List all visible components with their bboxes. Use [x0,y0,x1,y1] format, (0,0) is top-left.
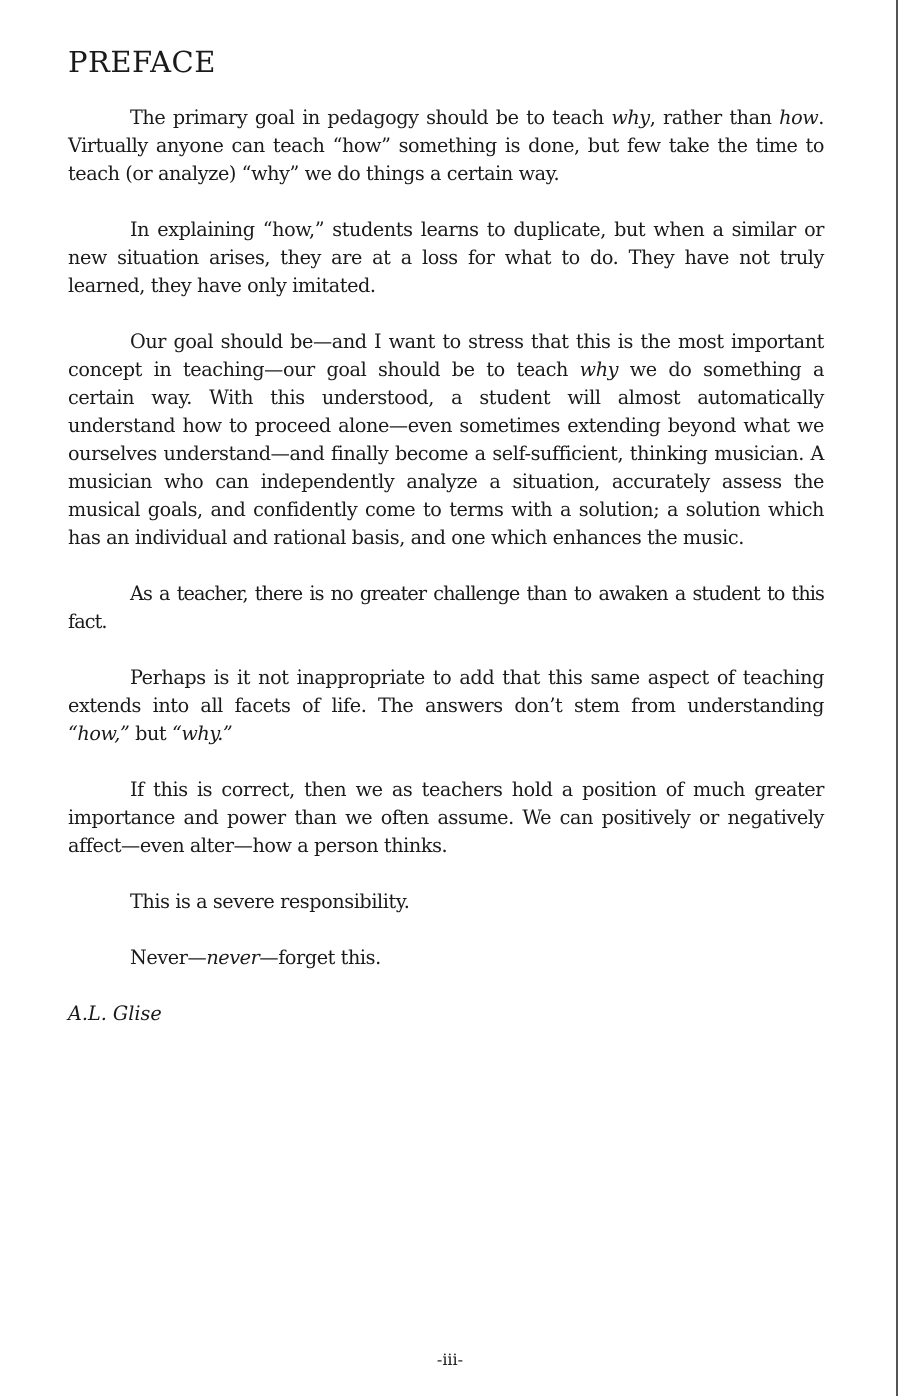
italic-text: how [779,106,819,129]
body-paragraph [68,664,824,748]
paragraph-text: , rather than [649,106,780,129]
paragraph-text: —forget this. [259,946,381,969]
author-signature: A.L. Glise [68,1002,162,1025]
paragraph-text: This is a severe responsibility. [130,890,410,913]
italic-text: why [611,106,650,129]
italic-text: why [579,358,619,381]
page-number: -iii- [436,1350,464,1369]
preface-body [68,104,824,1028]
page-edge-rule [896,0,898,1396]
page-title: PREFACE [68,45,216,79]
body-paragraph [68,776,824,860]
paragraph-text: Our goal should be—and I want to stress that this is the most important concept in teaching—our goal should be to teach [68,330,824,381]
body-paragraph [68,944,824,972]
paragraph-text: . Virtually anyone can teach “how” something is done, but few take the time to teach (or analyze) “why” we do things a certain way. [68,106,824,185]
paragraph-text: If this is correct, then we as teachers hold a position of much greater importance and power than we often assume. We can positively or negatively affect—even alter—how a person thinks. [68,778,824,857]
body-paragraph [68,216,824,300]
paragraph-text: As a teacher, there is no greater challenge than to awaken a student to this fact. [68,582,824,633]
body-paragraph [68,888,824,916]
body-paragraph [68,580,824,636]
body-paragraph [68,328,824,552]
paragraph-text: The primary goal in pedagogy should be to teach [130,106,612,129]
body-paragraph [68,104,824,188]
paragraph-text: we do something a certain way. With this understood, a student will almost automatically understand how to proceed alone—even sometimes extending beyond what we ourselves understand—and finally become a self-sufficient, thinking musician. A musician who can independently analyze a situation, accurately assess the musical goals, and confidently come to terms with a solution; a solution which has an individual and rational basis, and one which enhances the music. [68,358,824,549]
italic-text: never [206,946,260,969]
paragraph-text: In explaining “how,” students learns to duplicate, but when a similar or new situation arises, they are at a loss for what to do. They have not truly learned, they have only imitated. [68,218,824,297]
paragraph-list [68,104,824,972]
paragraph-text: Perhaps is it not inappropriate to add that this same aspect of teaching extends into all facets of life. The answers don’t stem from understanding [68,666,824,717]
paragraph-text: Never— [130,946,207,969]
paragraph-text: but [129,722,172,745]
italic-text: “why.” [171,722,233,745]
italic-text: “how,” [68,722,130,745]
